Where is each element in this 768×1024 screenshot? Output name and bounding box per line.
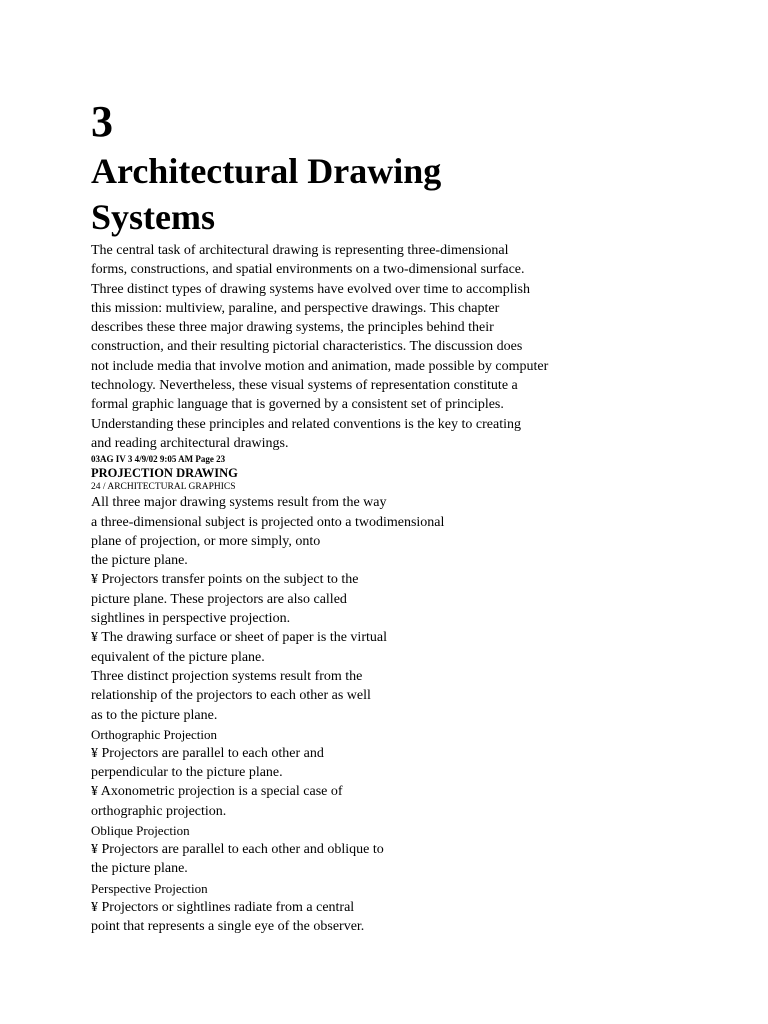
section-heading: PROJECTION DRAWING [91, 466, 238, 481]
chapter-title [91, 148, 731, 240]
body-line: ¥ Projectors transfer points on the subject to the [91, 572, 359, 588]
document-page [91, 96, 731, 936]
projection-heading: Perspective Projection [91, 880, 208, 896]
body-line: sightlines in perspective projection. [91, 611, 291, 627]
body-line: Three distinct projection systems result from the [91, 668, 363, 684]
body-line: relationship of the projectors to each other as well [91, 688, 371, 704]
projection-line: ¥ Projectors are parallel to each other and oblique to [91, 842, 384, 858]
intro-line: describes these three major drawing systems, the principles behind their [91, 320, 494, 336]
body-line: ¥ The drawing surface or sheet of paper is the virtual [91, 630, 387, 646]
body-line: equivalent of the picture plane. [91, 649, 265, 665]
intro-paragraph [91, 241, 731, 453]
intro-line: this mission: multiview, paraline, and perspective drawings. This chapter [91, 300, 500, 316]
orthographic-section [91, 725, 731, 821]
oblique-section [91, 821, 731, 879]
body-line: plane of projection, or more simply, onto [91, 533, 321, 549]
running-head: 24 / ARCHITECTURAL GRAPHICS [91, 482, 236, 493]
body-line: All three major drawing systems result from the way [91, 495, 387, 511]
projection-line: ¥ Projectors or sightlines radiate from a central [91, 899, 355, 915]
intro-line: and reading architectural drawings. [91, 435, 289, 451]
chapter-number: 3 [91, 97, 113, 146]
body-line: as to the picture plane. [91, 707, 218, 723]
projection-line: point that represents a single eye of the observer. [91, 918, 365, 934]
intro-line: forms, constructions, and spatial environments on a two-dimensional surface. [91, 262, 525, 278]
intro-line: The central task of architectural drawing is representing three-dimensional [91, 243, 509, 258]
intro-line: not include media that involve motion and animation, made possible by computer [91, 358, 549, 374]
body-line: a three-dimensional subject is projected onto a twodimensional [91, 514, 445, 530]
projection-line: the picture plane. [91, 861, 188, 877]
file-stamp: 03AG IV 3 4/9/02 9:05 AM Page 23 [91, 454, 226, 465]
body-paragraph [91, 493, 731, 725]
chapter-title-line: Systems [91, 197, 215, 237]
body-line: picture plane. These projectors are also called [91, 591, 347, 607]
projection-line: perpendicular to the picture plane. [91, 765, 283, 781]
projection-line: ¥ Projectors are parallel to each other and [91, 745, 324, 761]
intro-line: technology. Nevertheless, these visual systems of representation constitute a [91, 378, 518, 394]
body-line: the picture plane. [91, 553, 188, 569]
intro-line: Three distinct types of drawing systems have evolved over time to accomplish [91, 281, 530, 297]
intro-line: construction, and their resulting pictorial characteristics. The discussion does [91, 339, 523, 355]
intro-line: formal graphic language that is governed by a consistent set of principles. [91, 397, 504, 413]
perspective-section [91, 879, 731, 937]
projection-line: orthographic projection. [91, 803, 227, 819]
projection-heading: Oblique Projection [91, 823, 190, 839]
projection-line: ¥ Axonometric projection is a special case of [91, 784, 343, 800]
intro-line: Understanding these principles and related conventions is the key to creating [91, 416, 521, 432]
projection-heading: Orthographic Projection [91, 726, 217, 742]
chapter-title-line: Architectural Drawing [91, 151, 442, 191]
